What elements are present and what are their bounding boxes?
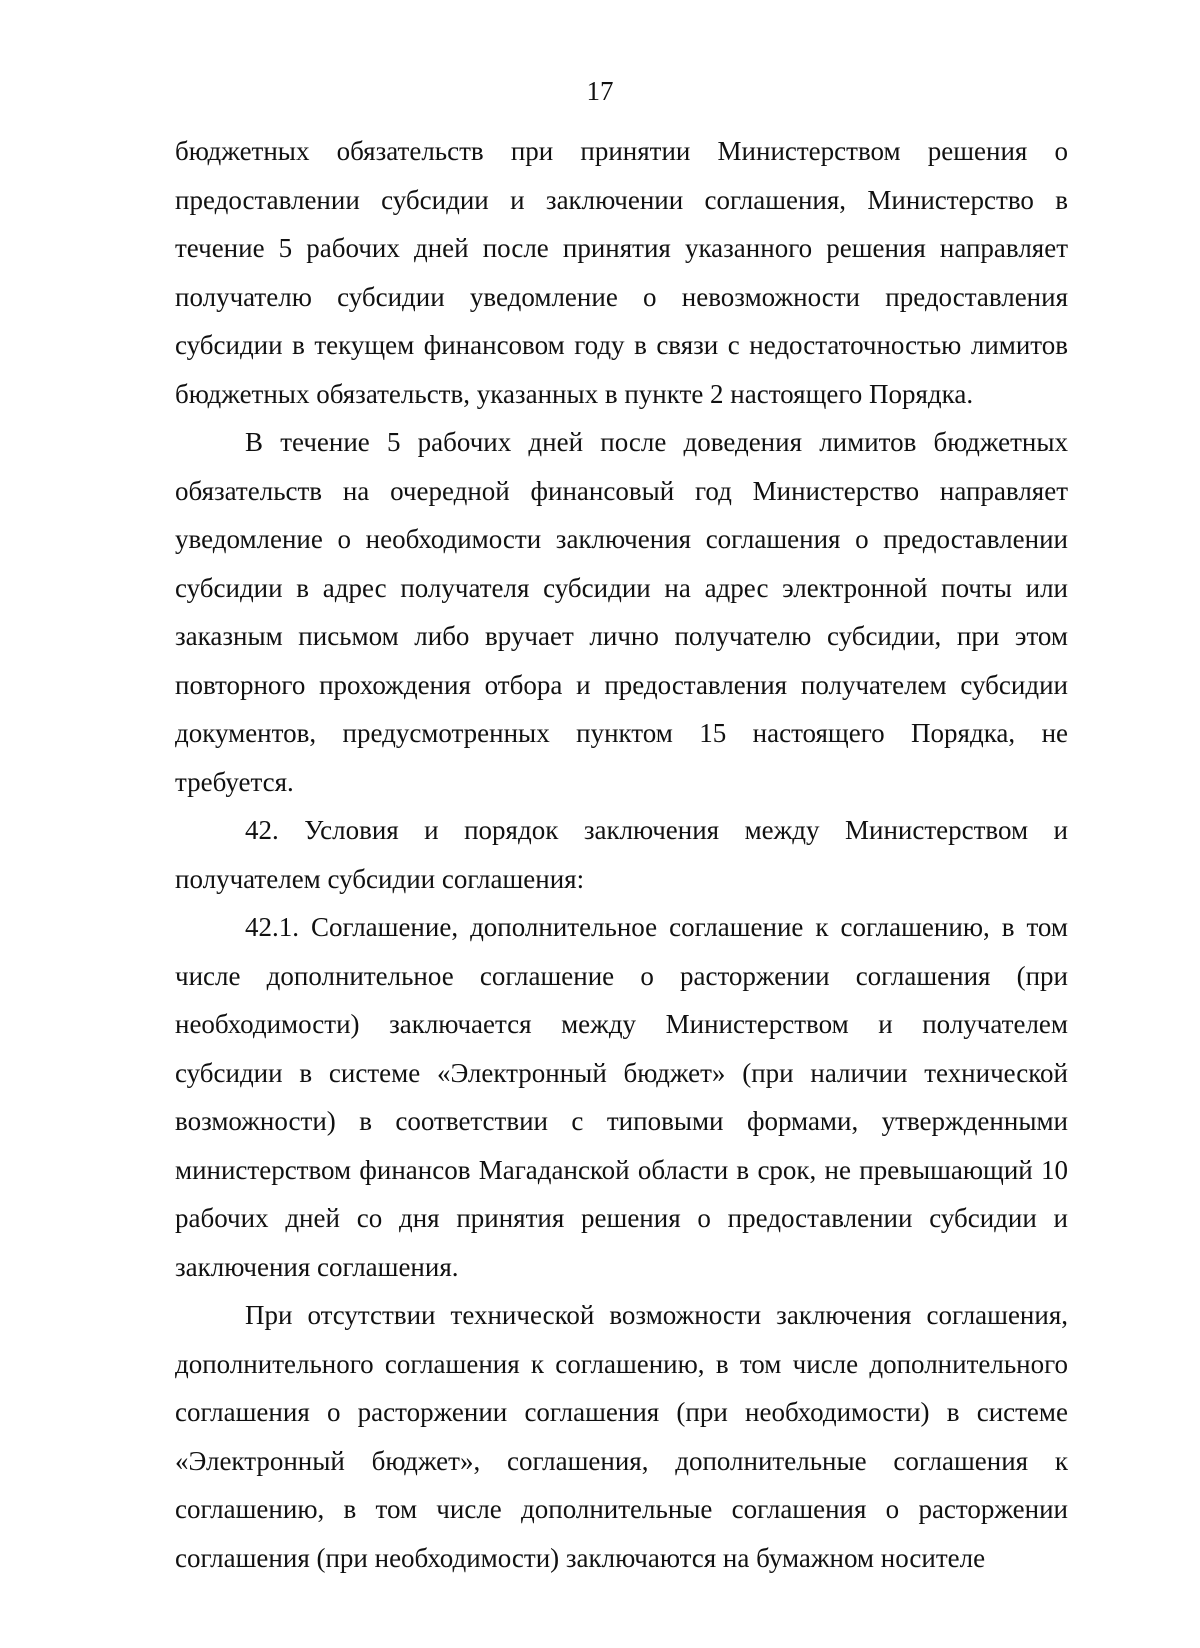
- paragraph-paper-agreement: При отсутствии технической возможности заключения соглашения, дополнительного соглашения к соглашению, в том числе дополнительного соглашения о расторжении соглашения (при необходимости) в системе «Электронный бюджет», соглашения, дополнительные соглашения к соглашению, в том числе дополнительные соглашения о расторжении соглашения (при необходимости) заключаются на бумажном носителе: [175, 1300, 1068, 1573]
- paragraph-item-42: 42. Условия и порядок заключения между Министерством и получателем субсидии соглашения:: [175, 815, 1068, 894]
- paragraph-item-42-1: 42.1. Соглашение, дополнительное соглашение к соглашению, в том числе дополнительное соглашение о расторжении соглашения (при необходимости) заключается между Министерством и получателем субсидии в системе «Электронный бюджет» (при наличии технической возможности) в соответствии с типовыми формами, утвержденными министерством финансов Магаданской области в срок, не превышающий 10 рабочих дней со дня принятия решения о предоставлении субсидии и заключения соглашения.: [175, 912, 1068, 1282]
- paragraph-continuation: бюджетных обязательств при принятии Министерством решения о предоставлении субсидии и заключении соглашения, Министерство в течение 5 рабочих дней после принятия указанного решения направляет получателю субсидии уведомление о невозможности предоставления субсидии в текущем финансовом году в связи с недостаточностью лимитов бюджетных обязательств, указанных в пункте 2 настоящего Порядка.: [175, 136, 1068, 409]
- page-number: 17: [586, 76, 614, 106]
- paragraph-notification: В течение 5 рабочих дней после доведения лимитов бюджетных обязательств на очередной финансовый год Министерство направляет уведомление о необходимости заключения соглашения о предоставлении субсидии в адрес получателя субсидии на адрес электронной почты или заказным письмом либо вручает лично получателю субсидии, при этом повторного прохождения отбора и предоставления получателем субсидии документов, предусмотренных пунктом 15 настоящего Порядка, не требуется.: [175, 427, 1068, 797]
- document-body: [175, 127, 1068, 1582]
